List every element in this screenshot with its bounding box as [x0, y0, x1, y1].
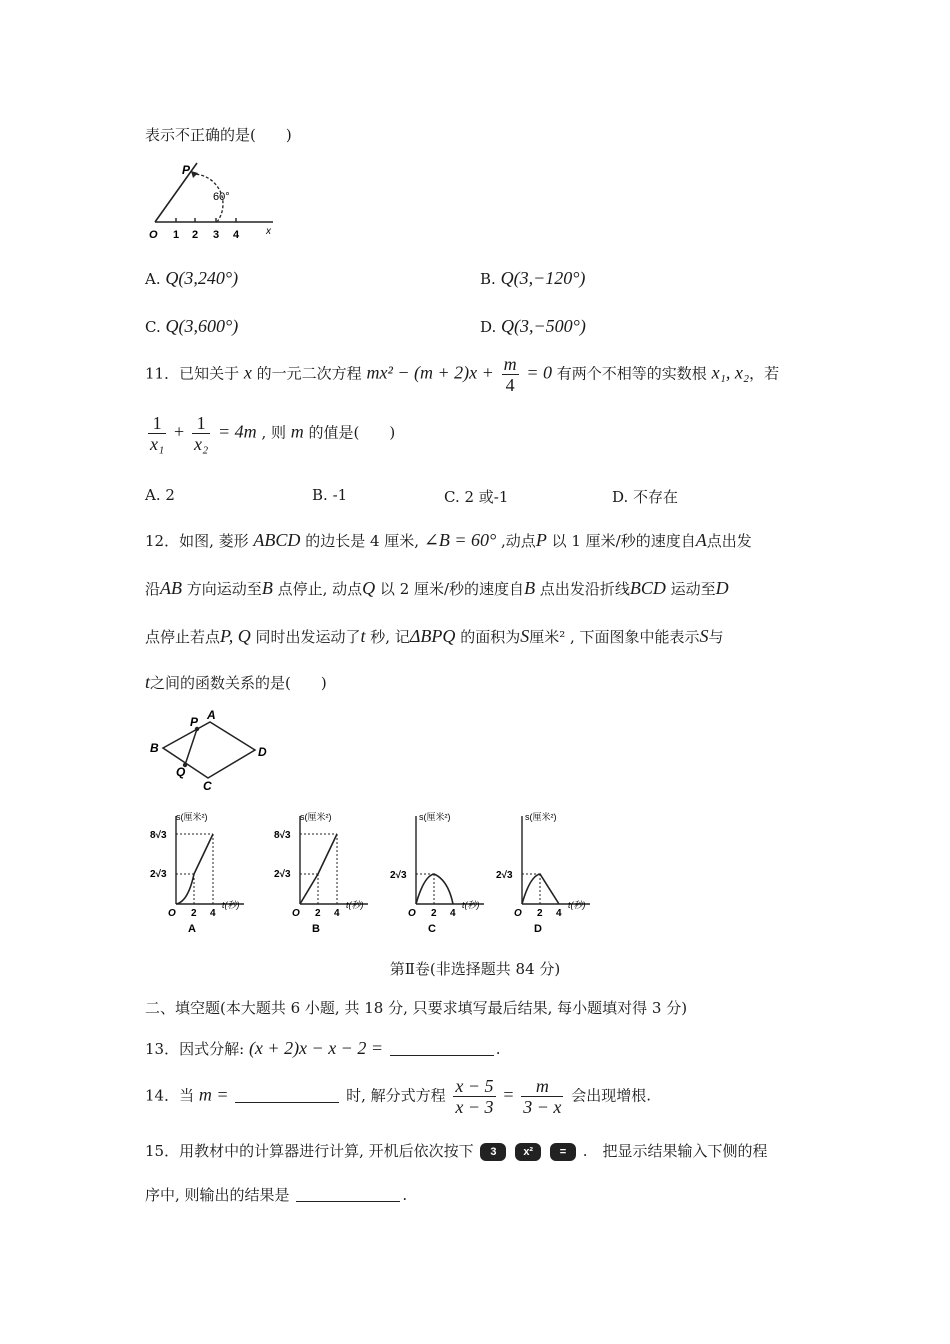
q11-line1: 11．已知关于 x 的一元二次方程 mx² − (m + 2)x + $\frac{m}{4}$ = 0 有两个不相等的实数根 x₁, x₂，若 — [145, 354, 780, 395]
frac-1-x2: $\frac{1}{\text{x₂}}$ — [193, 413, 209, 454]
svg-text:s(厘米²): s(厘米²) — [419, 812, 451, 822]
tick-4: 4 — [233, 229, 240, 241]
svg-text:O: O — [168, 908, 176, 919]
svg-text:O: O — [408, 908, 416, 919]
label-angle: 60° — [213, 191, 230, 203]
q12-line1: 12．如图, 菱形 ABCD 的边长是 4 厘米, ∠B = 60° ,动点P 以 1 厘米/秒的速度自A点出发 — [145, 530, 752, 550]
label-x: x — [266, 226, 271, 237]
q10-option-c: C. Q(3,600°) — [145, 316, 239, 336]
frac-m-3x: $\frac{m}{3 - x}$ — [523, 1076, 562, 1117]
q15-answer-blank[interactable] — [296, 1187, 400, 1202]
section2-heading: 二、填空题(本大题共 6 小题, 共 18 分, 只要求填写最后结果, 每小题填对得 3 分) — [145, 999, 688, 1017]
ray-op — [155, 163, 197, 222]
label-d: D — [258, 745, 267, 759]
q10-option-d: D. Q(3,−500°) — [480, 316, 586, 336]
svg-text:4: 4 — [556, 908, 562, 919]
label-b: B — [150, 741, 159, 755]
svg-text:s(厘米²): s(厘米²) — [176, 812, 208, 822]
svg-text:2: 2 — [315, 908, 321, 919]
svg-text:t(秒): t(秒) — [462, 900, 480, 910]
svg-text:O: O — [292, 908, 300, 919]
svg-text:2√3: 2√3 — [390, 870, 407, 881]
label-q: Q — [176, 765, 186, 779]
label-origin: O — [149, 229, 158, 241]
svg-text:t(秒): t(秒) — [346, 900, 364, 910]
svg-text:t(秒): t(秒) — [568, 900, 586, 910]
svg-text:s(厘米²): s(厘米²) — [300, 812, 332, 822]
q11-option-a: A. 2 — [145, 486, 175, 504]
graph-c — [388, 812, 488, 938]
svg-text:C: C — [428, 923, 436, 935]
tick-3: 3 — [213, 229, 220, 241]
q11-line2: $\frac{1}{\text{x₁}}$ + $\frac{1}{\text{x₂}}$ = 4m , 则 m 的值是( ) — [150, 413, 396, 454]
tick-1: 1 — [173, 229, 180, 241]
label-a: A — [207, 708, 216, 722]
frac-1-x1: $\frac{1}{\text{x₁}}$ — [150, 413, 165, 454]
svg-text:2: 2 — [191, 908, 197, 919]
svg-text:4: 4 — [210, 908, 216, 919]
q11-option-b: B. -1 — [312, 486, 348, 504]
svg-text:2√3: 2√3 — [274, 869, 291, 880]
graph-d — [494, 812, 594, 938]
svg-text:B: B — [312, 923, 320, 935]
label-c: C — [203, 779, 212, 793]
q11-option-d: D. 不存在 — [612, 488, 679, 506]
frac-x5-x3: $\frac{x - 5}{x - 3}$ — [455, 1076, 494, 1117]
svg-text:O: O — [514, 908, 522, 919]
q11-option-c: C. 2 或-1 — [444, 488, 509, 506]
calc-key-equals: = — [550, 1143, 576, 1161]
svg-text:4: 4 — [334, 908, 340, 919]
svg-text:D: D — [534, 923, 542, 935]
graph-b — [272, 812, 372, 938]
q10-option-a: A. Q(3,240°) — [145, 268, 239, 288]
q10-option-b: B. Q(3,−120°) — [480, 268, 586, 288]
part2-title: 第Ⅱ卷(非选择题共 84 分) — [389, 960, 561, 978]
svg-text:t(秒): t(秒) — [222, 900, 240, 910]
q15-line2: 序中, 则输出的结果是 . — [145, 1186, 408, 1204]
q12-line3: 点停止若点P, Q 同时出发运动了t 秒, 记ΔBPQ 的面积为S厘米² , 下面图象中能表示S与 — [145, 626, 724, 646]
svg-text:2√3: 2√3 — [496, 870, 513, 881]
svg-text:4: 4 — [450, 908, 456, 919]
svg-text:2: 2 — [537, 908, 543, 919]
q10-stem: 表示不正确的是( ) — [145, 126, 292, 144]
q12-line4: t之间的函数关系的是( ) — [145, 672, 327, 692]
q15-line1: 15．用教材中的计算器进行计算, 开机后依次按下 3 x² = . 把显示结果输入下侧的程 — [145, 1142, 768, 1160]
q14: 14．当 m = 时, 解分式方程 $\frac{x - 5}{x - 3}$ = $\frac{m}{3 - x}$ 会出现增根. — [145, 1076, 651, 1117]
tick-2: 2 — [192, 229, 199, 241]
svg-text:8√3: 8√3 — [274, 830, 291, 841]
calc-key-square: x² — [515, 1143, 541, 1161]
q14-answer-blank[interactable] — [235, 1088, 339, 1103]
label-p: P — [182, 163, 191, 177]
q12-rhombus-figure — [145, 706, 275, 794]
calc-key-3: 3 — [480, 1143, 506, 1161]
q13-answer-blank[interactable] — [390, 1041, 494, 1056]
q13: 13．因式分解: (x + 2)x − x − 2 = . — [145, 1038, 501, 1058]
frac-m-over-4: $\frac{m}{4}$ — [503, 354, 517, 395]
svg-text:2: 2 — [431, 908, 437, 919]
label-p2: P — [190, 715, 199, 729]
graph-a — [148, 812, 248, 938]
svg-text:s(厘米²): s(厘米²) — [525, 812, 557, 822]
q12-line2: 沿AB 方向运动至B 点停止, 动点Q 以 2 厘米/秒的速度自B 点出发沿折线BCD 运动至D — [145, 578, 729, 598]
q10-polar-figure — [145, 158, 285, 244]
svg-text:2√3: 2√3 — [150, 869, 167, 880]
svg-text:A: A — [188, 923, 196, 935]
svg-text:8√3: 8√3 — [150, 830, 167, 841]
